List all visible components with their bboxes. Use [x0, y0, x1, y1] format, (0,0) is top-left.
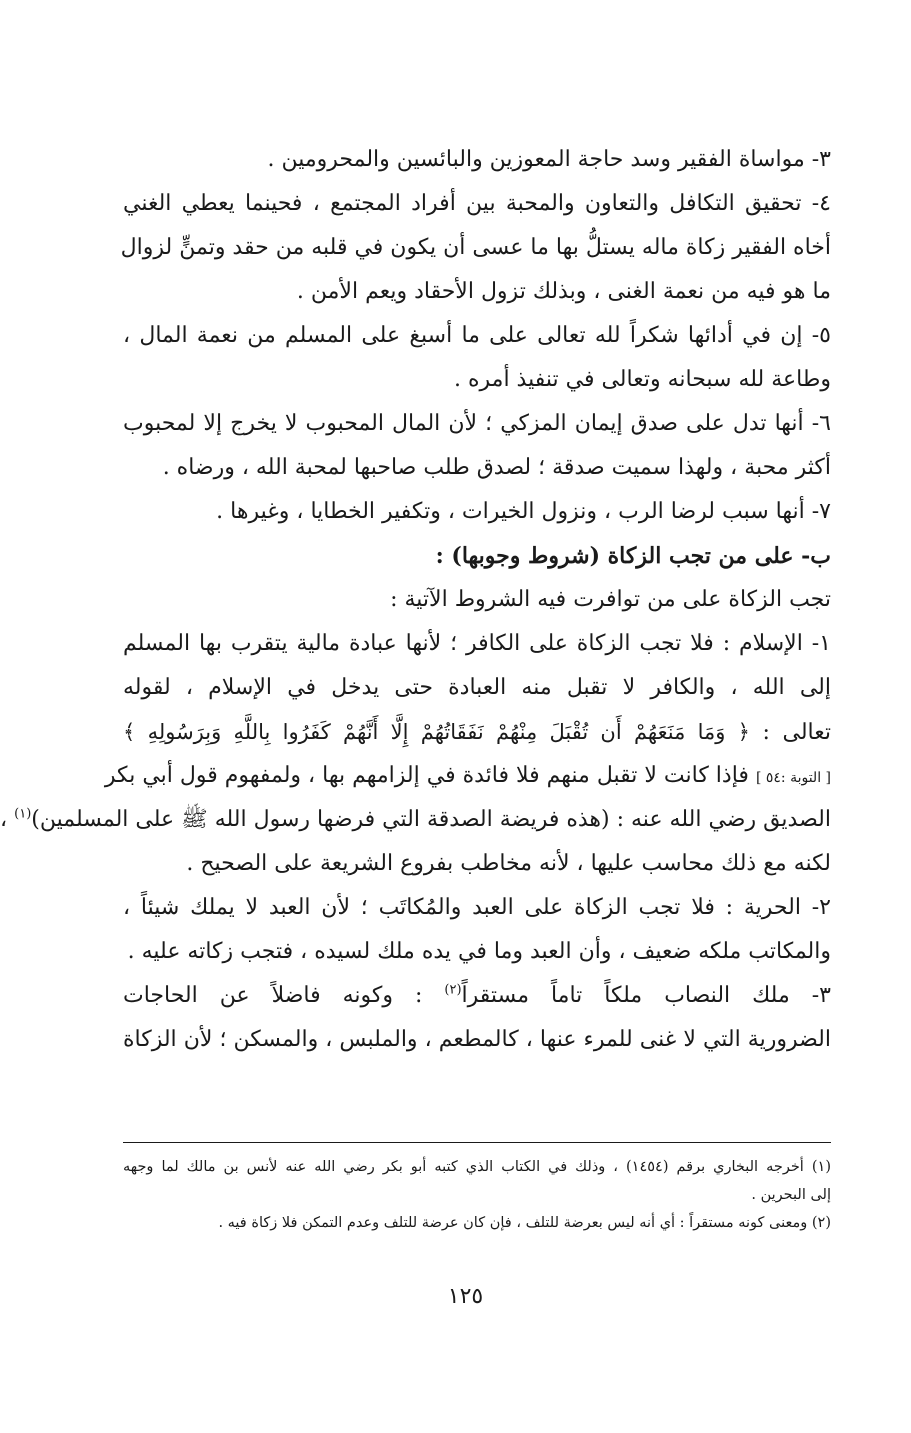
- text-line: ٦- أنها تدل على صدق إيمان المزكي ؛ لأن المال المحبوب لا يخرج إلا لمحبوب: [123, 411, 831, 436]
- reference-line: [104, 754, 831, 798]
- text-line: إلى الله ، والكافر لا تقبل منه العبادة حتى يدخل في الإسلام ، لقوله: [123, 675, 831, 700]
- reference-line-text: فإذا كانت لا تقبل منهم فلا فائدة في إلزامهم بها ، ولمفهوم قول أبي بكر: [104, 763, 749, 788]
- text-line: ٥- إن في أدائها شكراً لله تعالى على ما أسبغ على المسلم من نعمة المال ،: [123, 323, 831, 348]
- text-line: ١- الإسلام : فلا تجب الزكاة على الكافر ؛ لأنها عبادة مالية يتقرب بها المسلم: [123, 631, 831, 656]
- ayah-prefix: تعالى :: [762, 720, 831, 745]
- text-line: لكنه مع ذلك محاسب عليها ، لأنه مخاطب بفروع الشريعة على الصحيح .: [186, 851, 831, 876]
- text-line: ٧- أنها سبب لرضا الرب ، ونزول الخيرات ، وتكفير الخطايا ، وغيرها .: [216, 499, 831, 524]
- quote-text: الصديق رضي الله عنه : (هذه فريضة الصدقة التي فرضها رسول الله ﷺ على المسلمين): [31, 807, 831, 832]
- text-line: الضرورية التي لا غنى للمرء عنها ، كالمطعم ، والملبس ، والمسكن ؛ لأن الزكاة: [123, 1027, 831, 1052]
- text-line: ٤- تحقيق التكافل والتعاون والمحبة بين أفراد المجتمع ، فحينما يعطي الغني: [123, 191, 831, 216]
- text-line: أكثر محبة ، ولهذا سميت صدقة ؛ لصدق طلب صاحبها لمحبة الله ، ورضاه .: [162, 455, 831, 480]
- footnotes-block: [123, 1153, 831, 1237]
- main-text-block: [0, 138, 831, 1062]
- text-line: ما هو فيه من نعمة الغنى ، وبذلك تزول الأحقاد ويعم الأمن .: [296, 279, 831, 304]
- footnote-line: (١) أخرجه البخاري برقم (١٤٥٤) ، وذلك في الكتاب الذي كتبه أبو بكر رضي الله عنه لأنس بن مالك لما وجهه: [123, 1159, 831, 1175]
- text-line: تجب الزكاة على من توافرت فيه الشروط الآتية :: [390, 587, 831, 612]
- surah-reference: [ التوبة :٥٤ ]: [755, 770, 831, 786]
- text-line: ٣- مواساة الفقير وسد حاجة المعوزين والبائسين والمحرومين .: [267, 147, 831, 172]
- condition-3-lead: ٣- ملك النصاب ملكاً تاماً مستقراً: [461, 983, 831, 1008]
- quote-tail: ،: [0, 807, 15, 832]
- text-line: والمكاتب ملكه ضعيف ، وأن العبد وما في يده ملك لسيده ، فتجب زكاته عليه .: [127, 939, 831, 964]
- ayah-line: [123, 710, 831, 754]
- text-line: ٢- الحرية : فلا تجب الزكاة على العبد والمُكاتَب ؛ لأن العبد لا يملك شيئاً ،: [123, 895, 831, 920]
- condition-3-tail: : وكونه فاضلاً عن الحاجات: [123, 983, 445, 1008]
- footnote-line: (٢) ومعنى كونه مستقراً : أي أنه ليس بعرضة للتلف ، فإن كان عرضة للتلف وعدم التمكن فلا زكاة فيه .: [218, 1215, 831, 1231]
- text-line: وطاعة لله سبحانه وتعالى في تنفيذ أمره .: [454, 367, 831, 392]
- footnote-marker-2[interactable]: (٢): [444, 982, 462, 998]
- text-line: أخاه الفقير زكاة ماله يستلُّ بها ما عسى أن يكون في قلبه من حقد وتمنٍّ لزوال: [120, 235, 831, 260]
- page-number: ١٢٥: [447, 1284, 484, 1309]
- footnote-line: إلى البحرين .: [751, 1187, 831, 1203]
- footnote-marker-1[interactable]: (١): [14, 806, 32, 822]
- footnote-divider: [123, 1142, 831, 1143]
- section-heading: ب- على من تجب الزكاة (شروط وجوبها) :: [435, 543, 831, 569]
- quote-line: [0, 798, 831, 842]
- condition-3-line: [123, 974, 831, 1018]
- quran-verse: ﴿ وَمَا مَنَعَهُمْ أَن تُقْبَلَ مِنْهُمْ نَفَقَاتُهُمْ إِلَّا أَنَّهُمْ كَفَرُوا بِاللَّهِ وَبِرَسُولِهِ ﴾: [123, 720, 750, 744]
